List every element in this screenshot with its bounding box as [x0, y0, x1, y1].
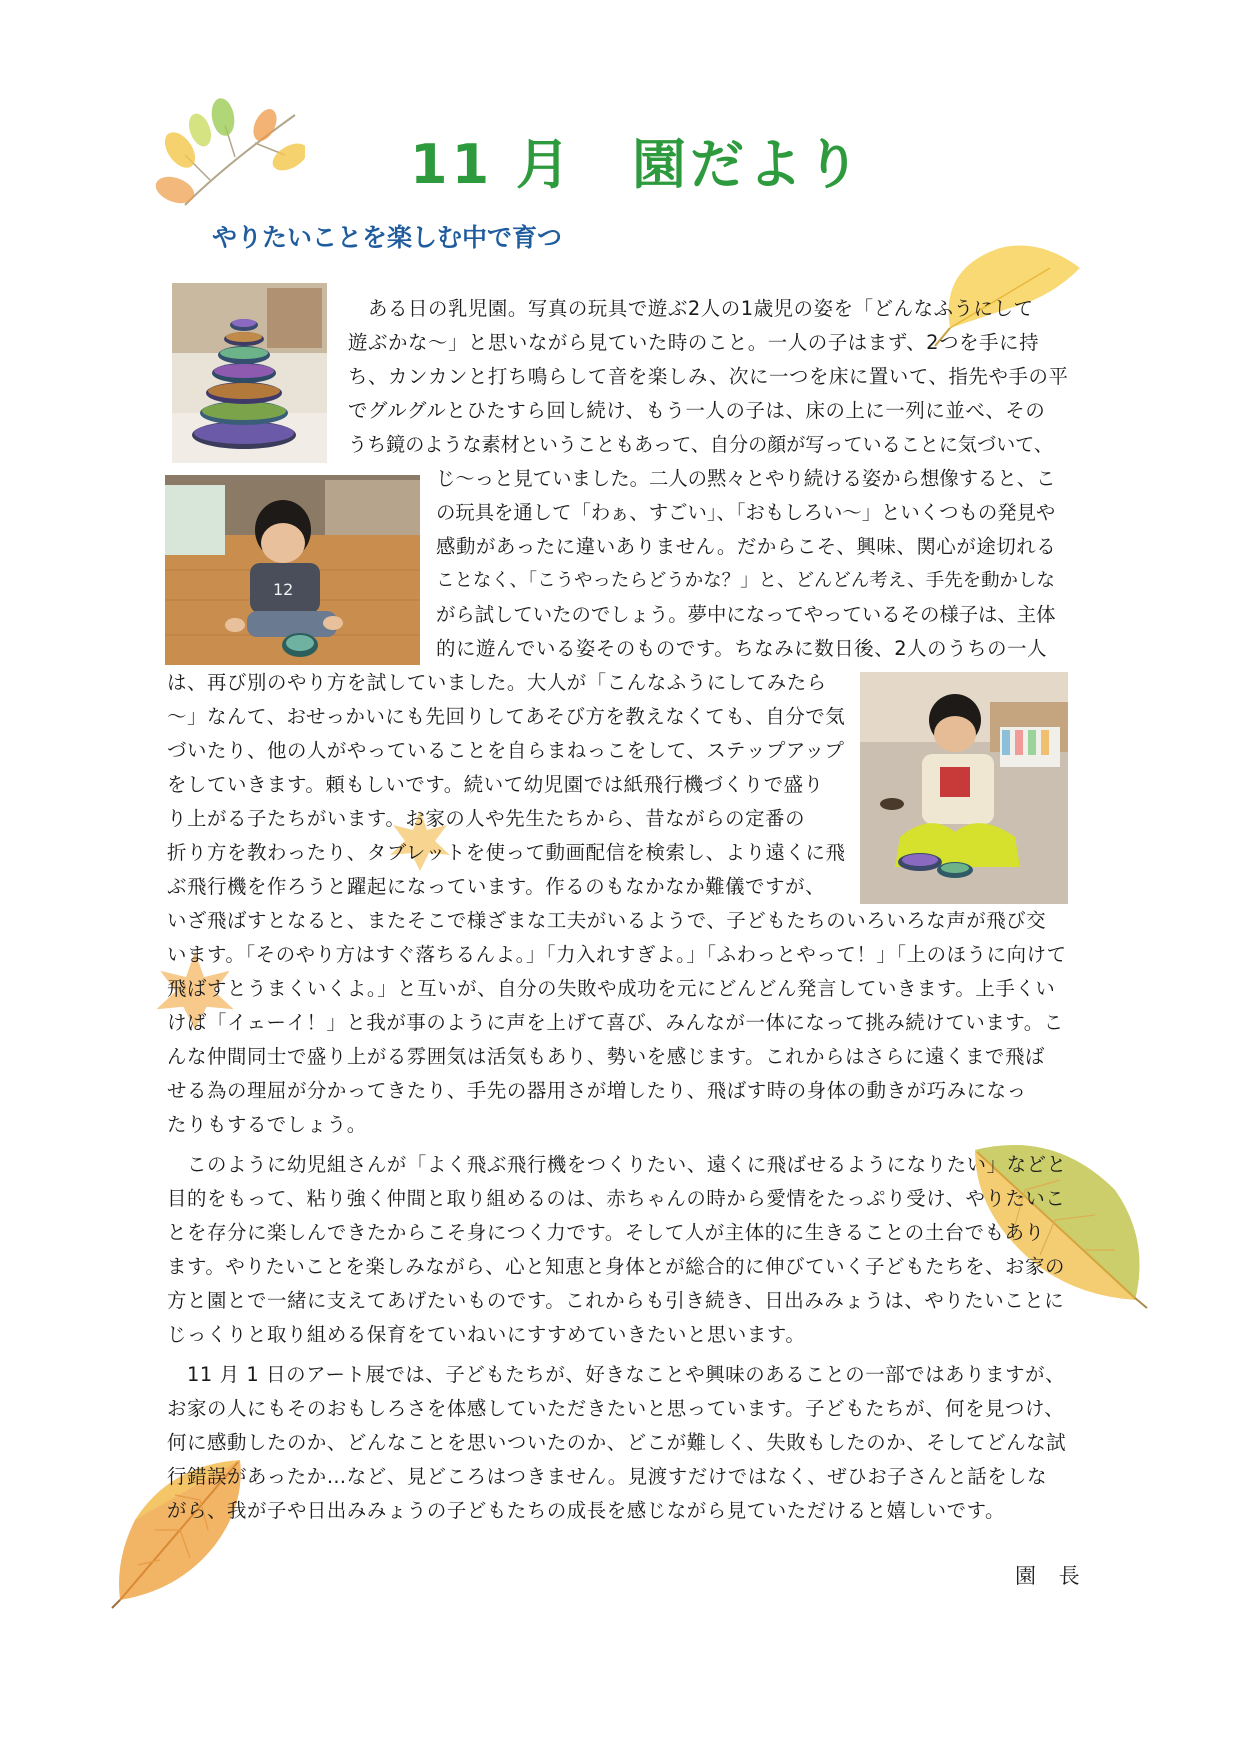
body-text-line: 何に感動したのか、どんなことを思いついたのか、どこが難しく、失敗もしたのか、そしてどんな試	[167, 1431, 1067, 1454]
body-text-line: せる為の理屈が分かってきたり、手先の器用さが増したり、飛ばす時の身体の動きが巧みになっ	[167, 1079, 1027, 1102]
body-text-line: をしていきます。頼もしいです。続いて幼児園では紙飛行機づくりで盛り	[167, 773, 824, 796]
body-text-line: んな仲間同士で盛り上がる雰囲気は活気もあり、勢いを感じます。これからはさらに遠くまで飛ば	[167, 1045, 1046, 1068]
body-text-line: でグルグルとひたすら回し続け、もう一人の子は、床の上に一列に並べ、その	[348, 399, 1046, 422]
body-text-line: うち鏡のような素材ということもあって、自分の顔が写っていることに気づいて、	[348, 434, 1053, 456]
body-text-line: ぶ飛行機を作ろうと躍起になっています。作るのもなかなか難儀ですが、	[167, 875, 826, 898]
body-text-line: ます。やりたいことを楽しみながら、心と知恵と身体とが総合的に伸びていく子どもたちを、お家の	[167, 1255, 1066, 1278]
body-text-line: の玩具を通して「わぁ、すごい」、「おもしろい～」といくつもの発見や	[436, 501, 1056, 524]
leaf-branch-decoration	[155, 95, 305, 215]
page-title: 11 月 園だより	[410, 133, 864, 196]
body-text-line: とを存分に楽しんできたからこそ身につく力です。そして人が主体的に生きることの土台でもあり	[167, 1221, 1045, 1244]
section-subtitle: やりたいことを楽しむ中で育つ	[212, 223, 563, 252]
body-text-line: ち、カンカンと打ち鳴らして音を楽しみ、次に一つを床に置いて、指先や手の平	[348, 365, 1069, 388]
body-text-line: 感動があったに違いありません。だからこそ、興味、関心が途切れる	[436, 535, 1057, 558]
body-text-line: 方と園とで一緒に支えてあげたいものです。これからも引き続き、日出みみょうは、やりたいことに	[167, 1289, 1065, 1312]
body-text-line: は、再び別のやり方を試していました。大人が「こんなふうにしてみたら	[167, 671, 827, 694]
body-text-line: けば「イェーイ！」と我が事のように声を上げて喜び、みんなが一体になって挑み続けています。こ	[167, 1011, 1064, 1034]
body-text-line: がら、我が子や日出みみょうの子どもたちの成長を感じながら見ていただけると嬉しいです。	[167, 1499, 1006, 1522]
body-text-line: 飛ばすとうまくいくよ。」と互いが、自分の失敗や成功を元にどんどん発言していきます。上手くい	[167, 977, 1056, 1000]
body-text-line: ことなく、「こうやったらどうかな？」と、どんどん考え、手先を動かしな	[436, 570, 1055, 591]
stacked-metal-toy-photo	[172, 283, 327, 463]
body-text-line: じっくりと取り組める保育をていねいにすすめていきたいと思います。	[167, 1323, 806, 1346]
body-text-line: づいたり、他の人がやっていることを自らまねっこをして、ステップアップ	[167, 739, 845, 762]
body-text-line: ～」なんて、おせっかいにも先回りしてあそび方を教えなくても、自分で気	[167, 705, 846, 728]
svg-text:12: 12	[273, 580, 294, 599]
body-text-line: り上がる子たちがいます。お家の人や先生たちから、昔ながらの定番の	[167, 807, 806, 830]
body-text-line: 行錯誤があったか…など、見どころはつきません。見渡すだけではなく、ぜひお子さんと話をしな	[167, 1465, 1048, 1488]
child-playing-photo	[860, 672, 1068, 904]
signature: 園 長	[1015, 1564, 1088, 1588]
body-text-line: います。「そのやり方はすぐ落ちるんよ。」「力入れすぎよ。」「ふわっとやって！」「上のほうに向けて	[167, 943, 1067, 966]
body-text-line: じ～っと見ていました。二人の黙々とやり続ける姿から想像すると、こ	[436, 467, 1056, 490]
body-text-line: がら試していたのでしょう。夢中になってやっているその様子は、主体	[436, 603, 1056, 626]
toddler-playing-photo	[165, 475, 420, 665]
body-text-line: いざ飛ばすとなると、またそこで様ざまな工夫がいるようで、子どもたちのいろいろな声が飛び交	[167, 909, 1047, 932]
body-text-line: お家の人にもそのおもしろさを体感していただきたいと思っています。子どもたちが、何を見つけ、	[167, 1397, 1065, 1420]
body-text-line: 目的をもって、粘り強く仲間と取り組めるのは、赤ちゃんの時から愛情をたっぷり受け、やりたいこ	[167, 1187, 1066, 1210]
body-text-line: 折り方を教わったり、タブレットを使って動画配信を検索し、より遠くに飛	[167, 841, 846, 864]
body-text-line: たりもするでしょう。	[167, 1113, 367, 1136]
body-text-line: このように幼児組さんが「よく飛ぶ飛行機をつくりたい、遠くに飛ばせるようになりたい」などと	[167, 1153, 1067, 1176]
body-text-line: ある日の乳児園。写真の玩具で遊ぶ2人の1歳児の姿を「どんなふうにして	[348, 297, 1034, 320]
body-text-line: 的に遊んでいる姿そのものです。ちなみに数日後、2人のうちの一人	[436, 637, 1048, 660]
body-text-line: 11 月 1 日のアート展では、子どもたちが、好きなことや興味のあることの一部ではありますが、	[167, 1363, 1066, 1386]
body-text-line: 遊ぶかな～」と思いながら見ていた時のこと。一人の子はまず、2つを手に持	[348, 331, 1040, 354]
